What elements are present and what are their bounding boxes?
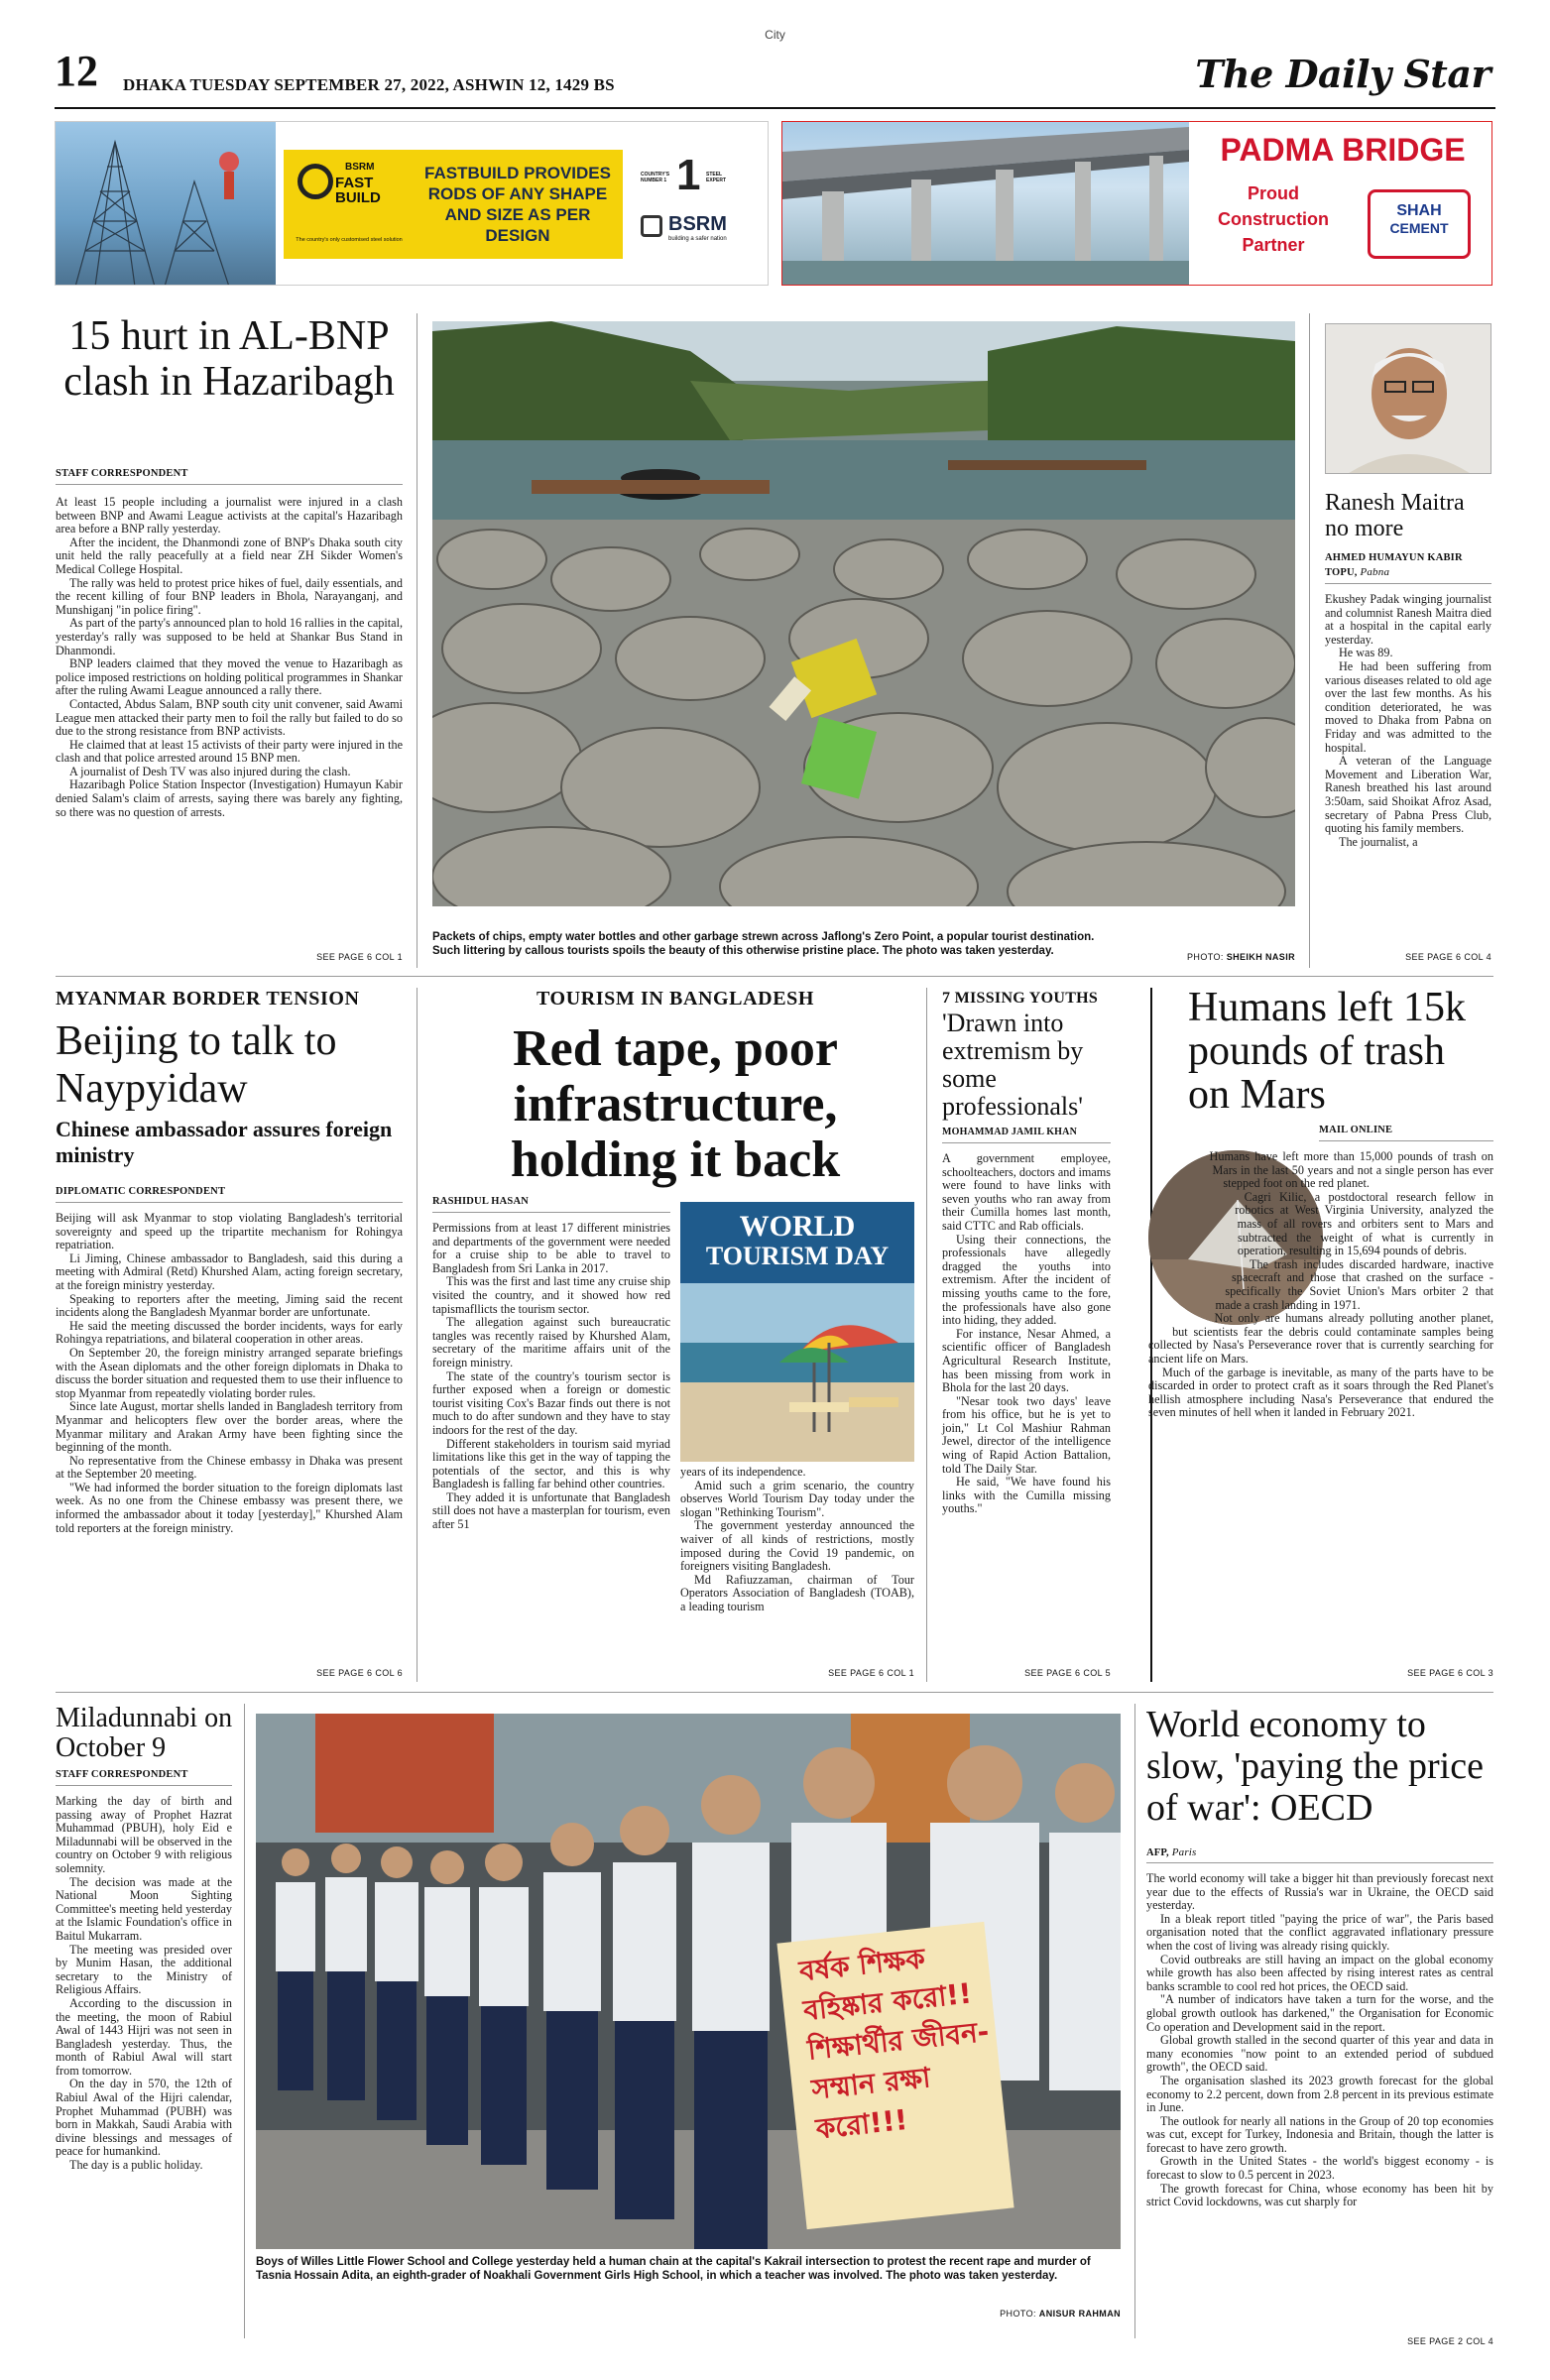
youths-kicker: 7 MISSING YOUTHS (942, 990, 1099, 1007)
wtd-line2: TOURISM DAY (705, 1242, 890, 1270)
tourism-body-col1 (432, 1222, 670, 1532)
badge-right: STEEL EXPERT (706, 172, 727, 183)
shah-logo-line1: SHAH (1396, 202, 1442, 219)
youths-body (942, 1152, 1111, 1516)
mars-see-page[interactable]: SEE PAGE 6 COL 3 (1407, 1668, 1493, 1678)
youths-see-page[interactable]: SEE PAGE 6 COL 5 (1024, 1668, 1111, 1678)
paragraph: The decision was made at the National Moon Sighting Committee's meeting held yesterday at the Islamic Foundation's office in Baitul Mukarram. (56, 1874, 232, 1943)
paragraph: For instance, Nesar Ahmed, a scientific officer of Bangladesh Agricultural Research Institute, has been missing from work in Bhola for the last 20 days. (942, 1326, 1111, 1395)
protest-photo-art (256, 1714, 1121, 2249)
paragraph: He had been suffering from various diseases related to old age over the last few months. As his condition deteriorated, he was moved to Dhaka from Pabna on Friday and was admitted to the hospital. (1325, 658, 1491, 755)
section-label: City (765, 28, 785, 42)
mars-byline-rule (1319, 1140, 1493, 1141)
shah-sub2: Construction (1218, 209, 1329, 229)
paragraph: Li Jiming, Chinese ambassador to Bangladesh, said this during a meeting with Admiral (Retd) Khurshed Alam, acting foreign secretary, at the foreign ministry yesterday. (56, 1250, 403, 1292)
paragraph: According to the discussion in the meeting, the moon of Rabiul Awal of 1443 Hijri was not seen in Bangladesh yesterday. Thus, the month of Rabiul Awal will start from tomorrow. (56, 1995, 232, 2078)
paragraph: At least 15 people including a journalist were injured in a clash between BNP and Awami League activists at the capital's Hazaribagh area before a BNP rally yesterday. (56, 495, 403, 536)
paragraph: "We had informed the border situation to the foreign diplomats last week. As no one from the Chinese embassy was present there, we informed the ambassador about it today [yesterday]," Khurshed Alam told reporters at the foreign ministry. (56, 1480, 403, 1535)
fastbuild-logo (284, 150, 413, 259)
protest-placard-text: বর্ষক শিক্ষক বহিষ্কার করো!! শিক্ষার্থীর জীবন-সম্মান রক্ষা করো!!! (797, 1942, 991, 2146)
ranesh-byline (1325, 551, 1491, 580)
world-tourism-day-graphic[interactable] (680, 1202, 914, 1462)
ranesh-byline-name: AHMED HUMAYUN KABIR TOPU, (1325, 552, 1463, 578)
bsrm-logo-text: BSRM (668, 213, 727, 235)
paragraph: A veteran of the Language Movement and Liberation War, Ranesh breathed his last around 3:50am, said Shoikat Afroz Asad, secretary of Pabna Press Club, quoting his family members. (1325, 754, 1491, 836)
hazaribagh-see-page[interactable]: SEE PAGE 6 COL 1 (316, 952, 403, 962)
shah-sub1: Proud (1248, 183, 1299, 203)
tourism-byline-rule (432, 1212, 670, 1213)
ranesh-body (1325, 593, 1491, 849)
paragraph: The growth forecast for China, whose economy has been hit by strict Covid lockdowns, was cut sharply for (1146, 2181, 1493, 2209)
shah-cement-ad[interactable] (781, 121, 1492, 286)
paragraph: The allegation against such bureaucratic tangles was recently raised by Khurshed Alam, secretary of the maritime affairs unit of the foreign ministry. (432, 1315, 670, 1369)
oecd-byline-rule (1146, 1862, 1493, 1863)
paragraph: He said, "We have found his links with the Cumilla missing youths." (942, 1475, 1111, 1516)
hazaribagh-headline[interactable]: 15 hurt in AL-BNP clash in Hazaribagh (63, 313, 395, 405)
row1-rule (56, 976, 1493, 977)
paragraph: They added it is unfortunate that Bangladesh still does not have a masterplan for tourism, even after 51 (432, 1489, 670, 1532)
jaflong-credit-label: PHOTO: (1187, 952, 1224, 962)
paragraph: Using their connections, the professionals have allegedly dragged the youths into extremism. After the incident of missing youths came to the fore, the professionals have also gone into hiding, they added. (942, 1232, 1111, 1328)
row2-rule (56, 1692, 1493, 1693)
fastbuild-tagline: The country's only customised steel solution (296, 237, 403, 243)
mars-headline[interactable]: Humans left 15k pounds of trash on Mars (1188, 985, 1466, 1118)
protest-credit-label: PHOTO: (1000, 2309, 1036, 2319)
dateline: DHAKA TUESDAY SEPTEMBER 27, 2022, ASHWIN 12, 1429 BS (123, 75, 615, 94)
paragraph: The trash includes discarded hardware, inactive spacecraft and those that crashed on the surface - specifically the Soviet Union's Mars orbiter 2 that made a crash landing in 1971. (1215, 1256, 1493, 1312)
tourism-byline: RASHIDUL HASAN (432, 1196, 530, 1207)
paragraph: He claimed that at least 15 activists of their party were injured in the clash and that police arrested around 15 BNP men. (56, 737, 403, 766)
rule-b (1309, 313, 1310, 968)
paragraph: A journalist of Desh TV was also injured during the clash. (69, 764, 351, 778)
myanmar-see-page[interactable]: SEE PAGE 6 COL 6 (316, 1668, 403, 1678)
paragraph: The state of the country's tourism sector is further exposed when a foreign or domestic tourist visiting Cox's Bazar finds out there is not much to do after sundown and they have to stay indoors for the rest of the day. (432, 1368, 670, 1437)
bsrm-headline-box (413, 150, 623, 259)
number-one-badge (641, 151, 760, 203)
myanmar-byline: DIPLOMATIC CORRESPONDENT (56, 1186, 226, 1197)
oecd-byline-name: AFP, (1146, 1847, 1169, 1858)
paragraph: This was the first and last time any cruise ship visited the country, and it showed how red tapismafllicts the tourism sector. (432, 1274, 670, 1316)
jaflong-photo[interactable] (432, 321, 1295, 906)
oecd-body (1146, 1872, 1493, 2209)
paragraph: The day is a public holiday. (69, 2158, 203, 2173)
paragraph: The government yesterday announced the waiver of all kinds of restrictions, mostly imposed during the Covid 19 pandemic, on foreigners visiting Bangladesh. (680, 1518, 914, 1574)
hazaribagh-body (56, 496, 403, 819)
paragraph: Permissions from at least 17 different ministries and departments of the government were needed for a cruise ship to be able to travel to Bangladesh from Sri Lanka in 2017. (432, 1221, 670, 1275)
paragraph: The world economy will take a bigger hit than previously forecast next year due to the effects of Russia's war in Ukraine, the OECD said yesterday. (1146, 1871, 1493, 1913)
paragraph: As part of the party's announced plan to hold 16 rallies in the capital, yesterday's rally was supposed to be held at Shankar Bus Stand in Dhanmondi. (56, 616, 403, 657)
bsrm-small-label: BSRM (345, 162, 375, 173)
ad-bridge-image (782, 122, 1189, 286)
jaflong-caption: Packets of chips, empty water bottles and other garbage strewn across Jaflong's Zero Point, a popular tourist destination. Such littering by callous tourists spoils the beauty of this otherwise pristine place. The photo was taken yesterday. (432, 931, 1095, 957)
mars-body (1148, 1150, 1493, 1420)
tourism-body-col2 (680, 1466, 914, 1614)
paragraph: Much of the garbage is inevitable, as many of the parts have to be discarded in order to protect craft as it soars through the Red Planet's hellish atmosphere including Nasa's Perseverance that endured the seven minutes of hell when it landed in February 2021. (1148, 1365, 1493, 1420)
tourism-see-page[interactable]: SEE PAGE 6 COL 1 (828, 1668, 914, 1678)
paragraph: "Nesar took two days' leave from his office, but he is yet to join," Lt Col Mashiur Rahman Jewel, director of the intelligence wing of Rapid Action Battalion, told The Daily Star. (942, 1393, 1111, 1476)
rule-d (926, 988, 927, 1682)
rule-f (244, 1704, 245, 2338)
beach-umbrella-art (680, 1283, 914, 1462)
paragraph: Not only are humans already polluting another planet, but scientists fear the debris could contaminate samples being collected by Nasa's Perseverance rover that is currently searching for ancient life on Mars. (1148, 1311, 1493, 1366)
myanmar-subhead: Chinese ambassador assures foreign ministry (56, 1117, 393, 1167)
paragraph: Humans have left more than 15,000 pounds of trash on Mars in the last 50 years and not a single person has ever stepped foot on the red planet. (1209, 1149, 1493, 1191)
protest-credit-name: ANISUR RAHMAN (1038, 2309, 1121, 2319)
paragraph: Growth in the United States - the world's biggest economy - is forecast to slow to 0.5 percent in 2023. (1146, 2154, 1493, 2183)
rule-g (1134, 1704, 1135, 2338)
paragraph: Speaking to reporters after the meeting, Jiming said the recent incidents along the Bangladesh Myanmar border are unfortunate. (56, 1291, 403, 1320)
oecd-byline-loc: Paris (1171, 1846, 1197, 1858)
jaflong-credit (1121, 952, 1295, 962)
youths-byline-rule (942, 1142, 1111, 1143)
oecd-byline (1146, 1846, 1197, 1858)
paragraph: Beijing will ask Myanmar to stop violating Bangladesh's territorial sovereignty and speed up the tripartite mechanism for Rohingya repatriation. (56, 1211, 403, 1252)
myanmar-byline-rule (56, 1202, 403, 1203)
oecd-see-page[interactable]: SEE PAGE 2 COL 4 (1407, 2336, 1493, 2346)
paragraph: Different stakeholders in tourism said myriad limitations like this get in the way of tapping the potentials of the sector, and this is why Bangladesh is falling far behind other countries. (432, 1436, 670, 1491)
mars-byline: MAIL ONLINE (1319, 1125, 1393, 1135)
paragraph: He said the meeting discussed the border incidents, ways for early Rohingya repatriations, and bilateral cooperation in other areas. (56, 1318, 403, 1347)
masthead-rule (55, 107, 1495, 109)
myanmar-headline[interactable]: Beijing to talk to Naypyidaw (56, 1018, 337, 1112)
shah-cement-logo (1368, 189, 1471, 259)
paragraph: Since late August, mortar shells landed in Bangladesh territory from Myanmar and helicopters flew over the border areas, where the Myanmar military and Arakan Army have been fighting since the beginning of the month. (56, 1399, 403, 1455)
paragraph: The organisation slashed its 2023 growth forecast for the global economy to 2.2 percent, down from 2.8 percent in its previous estimate in June. (1146, 2073, 1493, 2115)
protest-photo[interactable] (256, 1714, 1121, 2249)
miladunnabi-byline-rule (56, 1785, 232, 1786)
paper-logo: The Daily Star (1195, 52, 1490, 96)
ranesh-byline-rule (1325, 583, 1491, 584)
myanmar-kicker: MYANMAR BORDER TENSION (56, 988, 360, 1010)
jaflong-credit-name: SHEIKH NASIR (1226, 952, 1295, 962)
ranesh-headline[interactable]: Ranesh Maitra no more (1325, 490, 1465, 541)
wtd-line1: WORLD (739, 1210, 856, 1243)
bsrm-logo-icon (641, 215, 662, 237)
ad-tower-image (56, 122, 276, 286)
protest-caption: Boys of Willes Little Flower School and College yesterday held a human chain at the capital's Kakrail intersection to protest the recent rape and murder of Tasnia Hossain Adita, an eighth-grader of Noakhali Government Girls High School, in which a teacher was involved. The photo was taken yesterday. (256, 2256, 1091, 2282)
ranesh-byline-loc: Pabna (1360, 566, 1390, 578)
page-number: 12 (55, 47, 98, 95)
bsrm-logo-tagline: building a safer nation (668, 236, 727, 242)
jaflong-photo-art (432, 321, 1295, 906)
miladunnabi-headline[interactable]: Miladunnabi on October 9 (56, 1703, 233, 1763)
paragraph: Marking the day of birth and passing away of Prophet Hazrat Muhammad (PBUH), holy Eid e Miladunnabi will be observed in the country on October 9 with religious solemnity. (56, 1794, 232, 1875)
paragraph: Ekushey Padak winging journalist and columnist Ranesh Maitra died at a hospital in the capital early yesterday. (1325, 592, 1491, 647)
ranesh-portrait[interactable] (1325, 323, 1491, 474)
paragraph: Global growth stalled in the second quarter of this year and data in many economies "now point to an extended period of subdued growth", the OECD said. (1146, 2033, 1493, 2075)
paragraph: On September 20, the foreign ministry arranged separate briefings with the Asean diplomats and the other foreign diplomats in Dhaka to discuss the border situation and requested them to use their influence to stop Myanmar from repeatedly violating border rules. (56, 1345, 403, 1400)
paragraph: years of its independence. (680, 1465, 806, 1479)
paragraph: Cagri Kilic, a postdoctoral research fellow in robotics at West Virginia University, analyzed the mass of all rovers and orbiters sent to Mars and subtracted the weight of what is currently in operation, resulting in 15,694 pounds of debris. (1235, 1189, 1493, 1258)
paragraph: The rally was held to protest price hikes of fuel, daily essentials, and the recent killing of four BNP leaders in Bhola, Narayanganj, and Munshiganj "in police firing". (56, 575, 403, 617)
tourism-kicker: TOURISM IN BANGLADESH (536, 988, 815, 1010)
shah-logo-line2: CEMENT (1389, 220, 1449, 236)
badge-number: 1 (676, 151, 701, 199)
paragraph: The outlook for nearly all nations in the Group of 20 top economies was cut, except for Turkey, Indonesia and Britain, though the latter is forecast to have zero growth. (1146, 2113, 1493, 2155)
miladunnabi-byline: STAFF CORRESPONDENT (56, 1769, 188, 1780)
myanmar-body (56, 1212, 403, 1535)
shah-sub3: Partner (1242, 235, 1305, 255)
paragraph: In a bleak report titled "paying the price of war", the Paris based organisation noted that the conflict aggravated inflationary pressure when the cost of living was already rising quickly. (1146, 1911, 1493, 1953)
paragraph: Md Rafiuzzaman, chairman of Tour Operators Association of Bangladesh (TOAB), a leading tourism (680, 1572, 914, 1613)
shah-headline: PADMA BRIDGE (1220, 132, 1466, 168)
protest-credit (893, 2309, 1121, 2319)
bsrm-ad[interactable] (55, 121, 769, 286)
paragraph: A government employee, schoolteachers, doctors and imams were found to have links with seven youths who ran away from their Cumilla homes last month, said CTTC and Rab officials. (942, 1151, 1111, 1233)
paragraph: On the day in 570, the 12th of Rabiul Awal of the Hijri calendar, Prophet Muhammad (PUBH) was born in Makkah, Saudi Arabia with divine blessings and messages of peace for humankind. (56, 2077, 232, 2159)
bsrm-logo (641, 211, 760, 251)
bsrm-headline: FASTBUILD PROVIDES RODS OF ANY SHAPE AND SIZE AS PER DESIGN (424, 164, 611, 245)
ranesh-portrait-art (1326, 324, 1491, 474)
fastbuild-wordmark: FAST BUILD (335, 175, 381, 206)
paragraph: The meeting was presided over by Munim Hasan, the additional secretary to the Ministry of Religious Affairs. (56, 1942, 232, 1997)
tourism-headline[interactable]: Red tape, poor infrastructure, holding it back (510, 1020, 841, 1188)
oecd-headline[interactable]: World economy to slow, 'paying the price of war': OECD (1146, 1704, 1484, 1829)
gear-icon (298, 164, 333, 199)
hazaribagh-byline: STAFF CORRESPONDENT (56, 468, 188, 479)
hazaribagh-byline-rule (56, 484, 403, 485)
youths-headline[interactable]: 'Drawn into extremism by some professionals' (942, 1009, 1084, 1121)
paragraph: The journalist, a (1339, 834, 1418, 849)
paragraph: BNP leaders claimed that they moved the venue to Hazaribagh as police imposed restrictions on holding political programmes in Shankar after the ruling Awami League announced a rally there. (56, 656, 403, 698)
badge-left: COUNTRY'S NUMBER 1 (641, 172, 670, 183)
paragraph: Contacted, Abdus Salam, BNP south city unit convener, said Awami League men attacked their party men to foil the rally but failed to do so due to the strong resistance from BNP activists. (56, 696, 403, 739)
paragraph: He was 89. (1339, 646, 1393, 660)
wtd-banner (680, 1202, 914, 1283)
miladunnabi-body (56, 1795, 232, 2173)
paragraph: Amid such a grim scenario, the country observes World Tourism Day today under the slogan "Rethinking Tourism". (680, 1478, 914, 1519)
paragraph: Covid outbreaks are still having an impact on the global economy while growth has also been affected by rising interest rates as central banks scramble to cool red hot prices, the OECD said. (1146, 1952, 1493, 1993)
paragraph: After the incident, the Dhanmondi zone of BNP's Dhaka south city unit held the rally peacefully at a field near ZH Sikder Women's Medical College Hospital. (56, 535, 403, 576)
paragraph: "A number of indicators have taken a turn for the worse, and the global growth outlook has darkened," the Organisation for Economic Co operation and Development said in the report. (1146, 1992, 1493, 2034)
paragraph: No representative from the Chinese embassy in Dhaka was present at the September 20 meeting. (56, 1453, 403, 1482)
youths-byline: MOHAMMAD JAMIL KHAN (942, 1127, 1078, 1137)
paragraph: Hazaribagh Police Station Inspector (Investigation) Humayun Kabir denied Salam's claim of arrests, saying there was barely any fighting, so there was no question of arrests. (56, 777, 403, 819)
ranesh-see-page[interactable]: SEE PAGE 6 COL 4 (1405, 952, 1491, 962)
